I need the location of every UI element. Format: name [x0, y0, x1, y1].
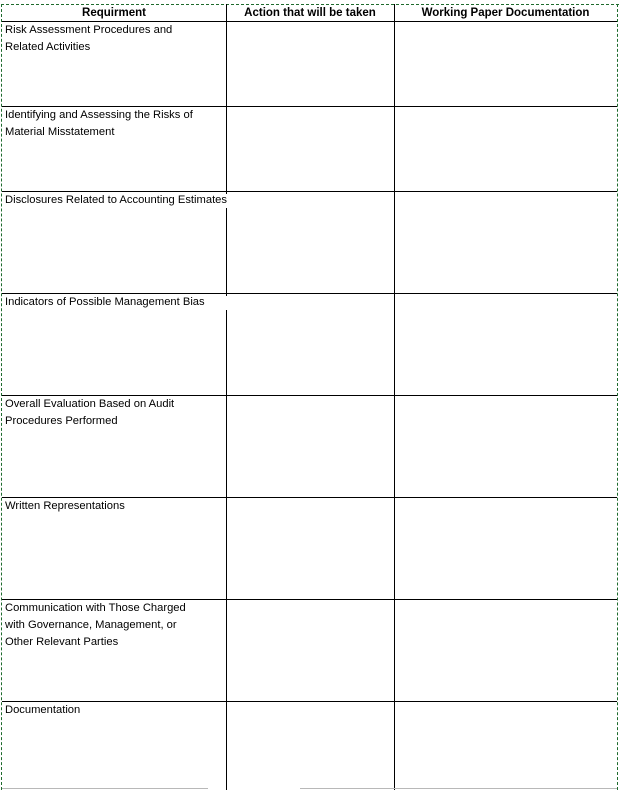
requirement-text-line: Documentation	[5, 704, 81, 716]
action-cell-2[interactable]	[227, 107, 394, 191]
requirement-text-line: Related Activities	[5, 41, 91, 53]
action-cell-1[interactable]	[227, 22, 394, 106]
documentation-cell-2[interactable]	[395, 107, 617, 191]
documentation-cell-7[interactable]	[395, 600, 617, 701]
requirement-text-line: Disclosures Related to Accounting Estimates	[5, 194, 227, 206]
requirement-text-line: Material Misstatement	[5, 126, 115, 138]
header-divider-1	[226, 4, 227, 21]
action-cell-7[interactable]	[227, 600, 394, 701]
requirement-text-line: Procedures Performed	[5, 415, 118, 427]
documentation-cell-5[interactable]	[395, 396, 617, 497]
selection-border-left	[1, 4, 2, 790]
header-requirement[interactable]: Requirment	[82, 7, 146, 19]
selection-border-top	[1, 4, 619, 5]
documentation-cell-4[interactable]	[395, 294, 617, 395]
requirement-text-line: with Governance, Management, or	[5, 619, 177, 631]
requirement-cell-2[interactable]	[5, 107, 193, 141]
documentation-cell-8[interactable]	[395, 702, 617, 788]
documentation-cell-1[interactable]	[395, 22, 617, 106]
action-cell-5[interactable]	[227, 396, 394, 497]
requirement-cell-5[interactable]	[5, 396, 174, 430]
header-divider-2	[394, 4, 395, 21]
requirement-text-line: Identifying and Assessing the Risks of	[5, 109, 193, 121]
requirement-cell-7[interactable]	[5, 600, 186, 651]
header-action[interactable]: Action that will be taken	[244, 7, 376, 19]
documentation-cell-3[interactable]	[395, 192, 617, 293]
requirement-text-line: Other Relevant Parties	[5, 636, 119, 648]
requirement-text-line: Risk Assessment Procedures and	[5, 24, 173, 36]
action-cell-6[interactable]	[227, 498, 394, 599]
header-documentation[interactable]: Working Paper Documentation	[421, 7, 590, 19]
requirement-cell-3[interactable]	[5, 192, 227, 209]
requirement-text-line: Communication with Those Charged	[5, 602, 186, 614]
action-cell-4[interactable]	[227, 294, 394, 395]
requirement-text-line: Indicators of Possible Management Bias	[5, 296, 205, 308]
requirement-text-line: Written Representations	[5, 500, 125, 512]
requirement-cell-4[interactable]	[5, 294, 205, 311]
requirement-text-line: Overall Evaluation Based on Audit	[5, 398, 175, 410]
selection-border-right	[617, 4, 618, 790]
requirement-cell-6[interactable]	[5, 498, 125, 515]
bottom-line-left	[2, 788, 208, 789]
requirement-cell-8[interactable]	[5, 702, 80, 719]
bottom-line-right	[300, 788, 617, 789]
action-cell-3[interactable]	[227, 192, 394, 293]
requirement-cell-1[interactable]	[5, 22, 172, 56]
action-cell-8[interactable]	[227, 702, 394, 788]
documentation-cell-6[interactable]	[395, 498, 617, 599]
